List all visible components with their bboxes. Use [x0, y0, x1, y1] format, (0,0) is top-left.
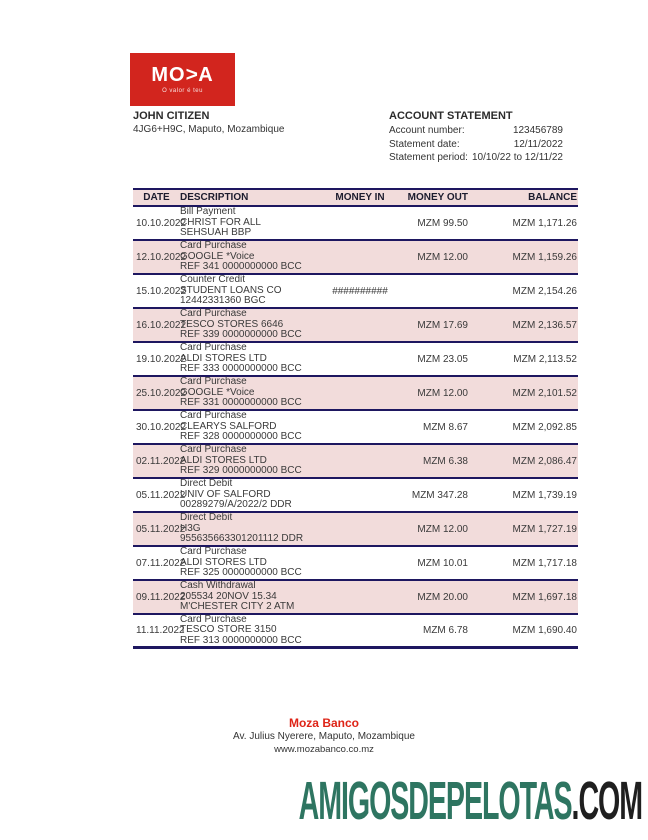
description-line: TESCO STORES 6646: [180, 318, 284, 330]
description-line: Bill Payment: [180, 206, 236, 218]
description-line: CHRIST FOR ALL: [180, 216, 261, 228]
description-line: REF 329 0000000000 BCC: [180, 465, 302, 477]
cell-money-out: MZM 8.67: [422, 421, 468, 433]
description-line: REF 341 0000000000 BCC: [180, 261, 302, 273]
description-line: TESCO STORE 3150: [180, 624, 277, 636]
header-money-out: MONEY OUT: [407, 192, 468, 203]
description-line: Direct Debit: [180, 478, 233, 490]
description-line: Card Purchase: [180, 342, 247, 354]
statement-period-row: [389, 151, 563, 165]
account-number-value: 123456789: [512, 125, 563, 136]
description-line: REF 328 0000000000 BCC: [180, 431, 302, 443]
table-row: [133, 513, 578, 547]
cell-description: [180, 309, 320, 341]
transactions-table: [133, 188, 578, 649]
cell-money-out: MZM 347.28: [411, 489, 468, 501]
header-date: DATE: [143, 192, 170, 203]
cell-description: [180, 207, 320, 239]
cell-balance: MZM 2,136.57: [512, 319, 577, 331]
cell-balance: MZM 1,717.18: [512, 557, 577, 569]
cell-balance: MZM 1,690.40: [512, 625, 577, 636]
cell-balance: MZM 2,086.47: [512, 455, 577, 467]
description-line: ALDI STORES LTD: [180, 556, 267, 568]
statement-period-label: Statement period:: [389, 152, 468, 163]
cell-description: [180, 343, 320, 375]
cell-date: 16.10.2022: [136, 319, 187, 331]
description-line: Counter Credit: [180, 274, 246, 286]
cell-money-in: ##########: [332, 285, 388, 297]
description-line: M'CHESTER CITY 2 ATM: [180, 601, 295, 613]
statement-title: ACCOUNT STATEMENT: [389, 110, 513, 122]
cell-balance: MZM 1,697.18: [512, 591, 577, 603]
description-line: CLEARYS SALFORD: [180, 420, 277, 432]
description-line: Card Purchase: [180, 376, 247, 388]
table-row: [133, 275, 578, 309]
cell-description: [180, 547, 320, 579]
description-line: Card Purchase: [180, 410, 247, 422]
cell-date: 11.11.2022: [136, 625, 185, 636]
description-line: GOOGLE *Voice: [180, 386, 255, 398]
cell-money-out: MZM 17.69: [417, 319, 468, 331]
statement-date-label: Statement date:: [389, 138, 460, 150]
cell-date: 05.11.2022: [136, 523, 186, 535]
description-line: REF 339 0000000000 BCC: [180, 329, 302, 341]
table-header-row: [133, 188, 578, 207]
table-row: [133, 615, 578, 649]
cell-balance: MZM 2,092.85: [512, 421, 577, 433]
cell-date: 19.10.2022: [136, 353, 187, 365]
cell-money-out: MZM 12.00: [417, 523, 468, 535]
customer-name: JOHN CITIZEN: [133, 110, 210, 122]
account-number-row: [389, 124, 563, 138]
customer-address: 4JG6+H9C, Maputo, Mozambique: [133, 124, 285, 135]
logo-text-suffix: A: [198, 64, 214, 86]
watermark-site-tld: .COM: [571, 771, 642, 831]
statement-date-row: [389, 138, 563, 152]
table-row: [133, 241, 578, 275]
cell-balance: MZM 2,101.52: [512, 387, 577, 399]
cell-balance: MZM 1,727.19: [512, 523, 577, 535]
cell-description: [180, 581, 320, 613]
table-row: [133, 581, 578, 615]
description-line: Direct Debit: [180, 512, 233, 524]
cell-description: [180, 377, 320, 409]
table-row: [133, 207, 578, 241]
cell-date: 09.11.2022: [136, 591, 186, 603]
description-line: Card Purchase: [180, 308, 247, 320]
description-line: REF 333 0000000000 BCC: [180, 363, 302, 375]
statement-info-block: [389, 109, 563, 165]
cell-date: 12.10.2022: [136, 251, 187, 263]
description-line: H3G: [180, 522, 201, 534]
description-line: UNIV OF SALFORD: [180, 488, 271, 500]
cell-description: [180, 479, 320, 511]
cell-money-out: MZM 12.00: [417, 251, 468, 263]
cell-balance: MZM 1,739.19: [512, 489, 577, 501]
description-line: 205534 20NOV 15.34: [180, 590, 277, 602]
cell-date: 02.11.2022: [136, 455, 186, 467]
account-number-label: Account number:: [389, 125, 465, 136]
description-line: REF 313 0000000000 BCC: [180, 634, 302, 646]
description-line: Card Purchase: [180, 613, 247, 625]
table-row: [133, 445, 578, 479]
cell-description: [180, 615, 320, 647]
cell-money-out: MZM 6.78: [422, 625, 468, 636]
cell-balance: MZM 2,113.52: [513, 353, 577, 365]
cell-money-out: MZM 10.01: [417, 557, 468, 569]
cell-description: [180, 241, 320, 273]
logo-stylized-z: >: [185, 64, 199, 86]
table-body: [133, 207, 578, 649]
logo-text-prefix: MO: [151, 64, 186, 86]
footer-bank-website: www.mozabanco.co.mz: [274, 744, 374, 755]
logo-tagline: O valor é teu: [162, 88, 203, 94]
cell-date: 10.10.2022: [136, 217, 187, 229]
cell-description: [180, 445, 320, 477]
moza-logo-wordmark: [151, 65, 213, 85]
description-line: GOOGLE *Voice: [180, 250, 255, 262]
statement-date-value: 12/11/2022: [513, 138, 563, 150]
description-line: ALDI STORES LTD: [180, 352, 267, 364]
description-line: SEHSUAH BBP: [180, 227, 252, 239]
cell-money-out: MZM 23.05: [417, 353, 468, 365]
header-money-in: MONEY IN: [335, 192, 385, 203]
table-row: [133, 309, 578, 343]
table-row: [133, 479, 578, 513]
description-line: REF 331 0000000000 BCC: [180, 397, 302, 409]
cell-date: 15.10.2022: [136, 285, 187, 297]
cell-balance: MZM 1,171.26: [512, 217, 577, 229]
footer-bank-address: Av. Julius Nyerere, Maputo, Mozambique: [233, 731, 415, 742]
cell-date: 05.11.2022: [136, 489, 186, 501]
description-line: 12442331360 BGC: [180, 295, 266, 307]
description-line: ALDI STORES LTD: [180, 454, 267, 466]
cell-balance: MZM 2,154.26: [512, 285, 577, 297]
cell-money-out: MZM 99.50: [417, 217, 468, 229]
table-row: [133, 377, 578, 411]
cell-money-out: MZM 6.38: [422, 455, 468, 467]
footer-block: [0, 716, 648, 756]
cell-date: 30.10.2022: [136, 421, 187, 433]
cell-balance: MZM 1,159.26: [512, 251, 577, 263]
cell-date: 07.11.2022: [136, 557, 186, 569]
description-line: REF 325 0000000000 BCC: [180, 567, 302, 579]
description-line: Cash Withdrawal: [180, 580, 256, 592]
description-line: Card Purchase: [180, 444, 247, 456]
footer-bank-name: Moza Banco: [288, 716, 359, 730]
cell-money-out: MZM 20.00: [417, 591, 468, 603]
cell-description: [180, 275, 320, 307]
moza-bank-logo: [130, 53, 235, 106]
description-line: 00289279/A/2022/2 DDR: [180, 499, 292, 511]
header-description: DESCRIPTION: [180, 192, 249, 203]
table-row: [133, 343, 578, 377]
description-line: Card Purchase: [180, 240, 247, 252]
table-row: [133, 547, 578, 581]
table-row: [133, 411, 578, 445]
customer-block: [133, 109, 284, 137]
cell-date: 25.10.2022: [136, 387, 187, 399]
description-line: Card Purchase: [180, 546, 247, 558]
header-balance: BALANCE: [528, 192, 577, 203]
description-line: 955635663301201112 DDR: [180, 533, 304, 545]
cell-description: [180, 513, 320, 545]
statement-period-value: 10/10/22 to 12/11/22: [471, 152, 563, 163]
cell-money-out: MZM 12.00: [417, 387, 468, 399]
watermark-site-name: AMIGOSDEPELOTAS: [298, 771, 572, 831]
cell-description: [180, 411, 320, 443]
description-line: STUDENT LOANS CO: [180, 284, 282, 296]
watermark-banner: [299, 772, 642, 830]
